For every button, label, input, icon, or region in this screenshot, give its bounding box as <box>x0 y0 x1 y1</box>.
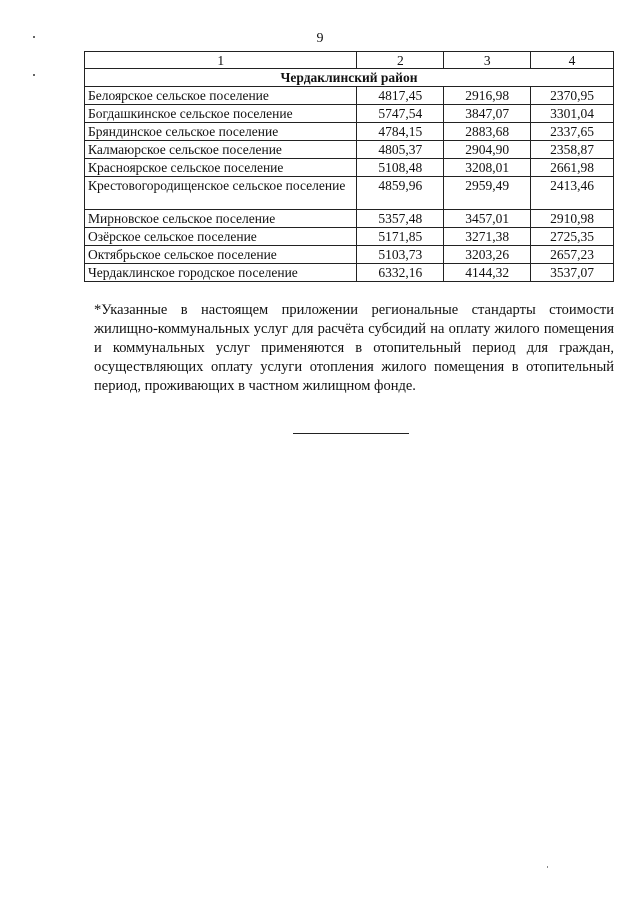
standards-table <box>84 51 614 282</box>
settlement-name: Красноярское сельское поселение <box>85 159 357 177</box>
settlement-name: Крестовогородищенское сельское поселение <box>85 177 357 210</box>
table-row <box>85 228 614 246</box>
value-col-4: 2370,95 <box>531 87 614 105</box>
settlement-name: Озёрское сельское поселение <box>85 228 357 246</box>
margin-mark <box>33 36 35 38</box>
value-col-3: 2916,98 <box>444 87 531 105</box>
column-number-4: 4 <box>531 52 614 69</box>
table-row <box>85 210 614 228</box>
table-row <box>85 87 614 105</box>
table-row <box>85 177 614 210</box>
value-col-4: 2910,98 <box>531 210 614 228</box>
value-col-4: 2657,23 <box>531 246 614 264</box>
value-col-4: 2661,98 <box>531 159 614 177</box>
column-number-1: 1 <box>85 52 357 69</box>
value-col-3: 2959,49 <box>444 177 531 210</box>
value-col-3: 4144,32 <box>444 264 531 282</box>
value-col-2: 6332,16 <box>357 264 444 282</box>
separator-line <box>293 433 409 434</box>
footnote: *Указанные в настоящем приложении региональные стандарты стоимости жилищно-коммунальных услуг для расчёта субсидий на оплату жилого помещения и коммунальных услуг применяются в отопительный период для граждан, осуществляющих оплату услуги отопления жилого помещения в отопительный период, проживающих в частном жилищном фонде. <box>94 302 614 394</box>
value-col-2: 4805,37 <box>357 141 444 159</box>
table-row <box>85 141 614 159</box>
settlement-name: Бряндинское сельское поселение <box>85 123 357 141</box>
column-number-3: 3 <box>444 52 531 69</box>
value-col-2: 5747,54 <box>357 105 444 123</box>
value-col-4: 2337,65 <box>531 123 614 141</box>
value-col-2: 5171,85 <box>357 228 444 246</box>
settlement-name: Октябрьское сельское поселение <box>85 246 357 264</box>
value-col-4: 2358,87 <box>531 141 614 159</box>
scan-speck <box>547 866 548 868</box>
value-col-3: 3847,07 <box>444 105 531 123</box>
settlement-name: Чердаклинское городское поселение <box>85 264 357 282</box>
value-col-4: 2413,46 <box>531 177 614 210</box>
value-col-3: 3208,01 <box>444 159 531 177</box>
settlement-name: Калмаюрское сельское поселение <box>85 141 357 159</box>
table-row <box>85 105 614 123</box>
value-col-3: 3203,26 <box>444 246 531 264</box>
table-row <box>85 159 614 177</box>
value-col-2: 5103,73 <box>357 246 444 264</box>
value-col-2: 4817,45 <box>357 87 444 105</box>
value-col-2: 5108,48 <box>357 159 444 177</box>
value-col-4: 3537,07 <box>531 264 614 282</box>
value-col-3: 3271,38 <box>444 228 531 246</box>
value-col-3: 2904,90 <box>444 141 531 159</box>
value-col-4: 2725,35 <box>531 228 614 246</box>
margin-mark <box>33 74 35 76</box>
column-number-2: 2 <box>357 52 444 69</box>
settlement-name: Мирновское сельское поселение <box>85 210 357 228</box>
table-row <box>85 123 614 141</box>
value-col-2: 4859,96 <box>357 177 444 210</box>
value-col-3: 3457,01 <box>444 210 531 228</box>
page-number: 9 <box>316 31 324 46</box>
value-col-2: 4784,15 <box>357 123 444 141</box>
value-col-3: 2883,68 <box>444 123 531 141</box>
table-header-row <box>85 52 614 69</box>
district-row <box>85 69 614 87</box>
value-col-2: 5357,48 <box>357 210 444 228</box>
table-row <box>85 246 614 264</box>
settlement-name: Богдашкинское сельское поселение <box>85 105 357 123</box>
settlement-name: Белоярское сельское поселение <box>85 87 357 105</box>
table-row <box>85 264 614 282</box>
value-col-4: 3301,04 <box>531 105 614 123</box>
district-name: Чердаклинский район <box>85 69 614 87</box>
